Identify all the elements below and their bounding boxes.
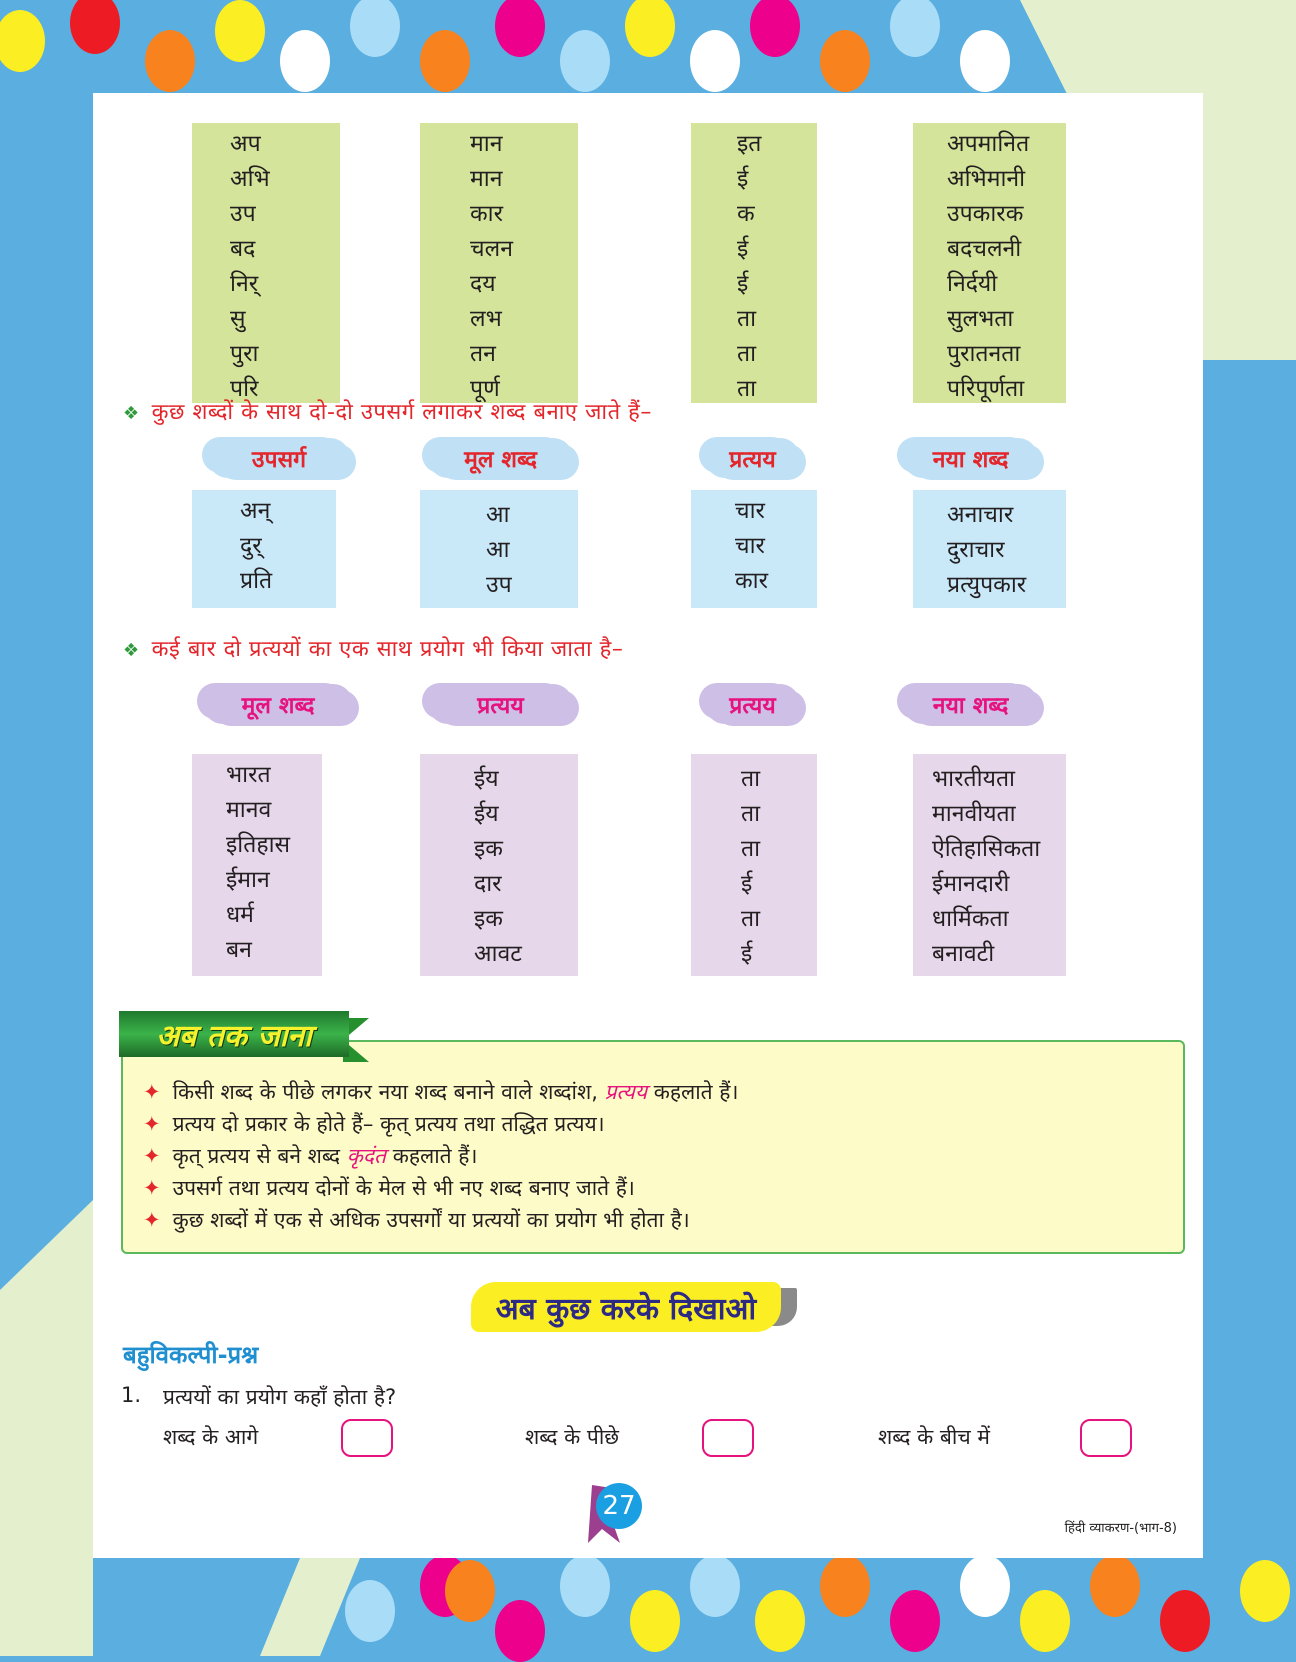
table1-cell: मान xyxy=(470,131,503,157)
table1-cell: पुरातनता xyxy=(947,341,1021,367)
section2-cell: कार xyxy=(735,568,769,594)
table1-cell: कार xyxy=(470,201,504,227)
table1-cell: उपकारक xyxy=(947,201,1024,227)
table1-cell: उप xyxy=(230,201,256,227)
question-text: प्रत्ययों का प्रयोग कहाँ होता है? xyxy=(163,1385,397,1409)
section2-cell: आ xyxy=(486,502,510,528)
section3-cell: ई xyxy=(741,941,753,967)
section3-cell: ईमानदारी xyxy=(932,871,1010,897)
table1-cell: सु xyxy=(230,306,246,332)
section3-cell: ता xyxy=(741,801,761,827)
section3-header-pratyay-1: प्रत्यय xyxy=(428,684,573,724)
section3-cell: ता xyxy=(741,906,761,932)
question-number: 1. xyxy=(121,1383,142,1407)
section3-cell: इक xyxy=(474,836,503,862)
section3-cell: ता xyxy=(741,766,761,792)
mcq-heading: बहुविकल्पी-प्रश्न xyxy=(123,1341,259,1369)
summary-title: अब तक जाना xyxy=(119,1011,349,1057)
section2-cell: उप xyxy=(486,572,512,598)
section3-cell: मानवीयता xyxy=(932,801,1016,827)
section2-header-pratyay: प्रत्यय xyxy=(705,438,800,478)
star-bullet-icon: ✦ xyxy=(143,1176,161,1200)
table1-cell: अभिमानी xyxy=(947,166,1026,192)
section3-col4 xyxy=(913,754,1066,976)
option-checkbox-1[interactable] xyxy=(341,1419,393,1457)
section3-col1 xyxy=(192,754,322,976)
table1-cell: ई xyxy=(737,236,749,262)
section3-cell: मानव xyxy=(226,797,272,823)
table1-cell: तन xyxy=(470,341,496,367)
section2-header-mool-shabd: मूल शब्द xyxy=(428,438,573,478)
table1-cell: दय xyxy=(470,271,496,297)
summary-line-5: ✦ कुछ शब्दों में एक से अधिक उपसर्गों या प्रत्ययों का प्रयोग भी होता है। xyxy=(143,1208,690,1232)
section3-cell: ईय xyxy=(474,766,499,792)
section2-cell: प्रत्युपकार xyxy=(947,572,1027,598)
option-label-3: शब्द के बीच में xyxy=(878,1425,990,1449)
star-bullet-icon: ✦ xyxy=(143,1144,161,1168)
table1-cell: ई xyxy=(737,271,749,297)
option-label-2: शब्द के पीछे xyxy=(525,1425,619,1449)
star-bullet-icon: ✦ xyxy=(143,1208,161,1232)
section3-cell: बनावटी xyxy=(932,941,995,967)
table1-cell: निर्दयी xyxy=(947,271,998,297)
option-label-1: शब्द के आगे xyxy=(163,1425,259,1449)
section2-col2 xyxy=(420,490,578,608)
option-checkbox-3[interactable] xyxy=(1080,1419,1132,1457)
section3-col3 xyxy=(691,754,817,976)
section3-header-naya-shabd: नया शब्द xyxy=(903,684,1038,724)
table1-cell: बदचलनी xyxy=(947,236,1022,262)
section3-cell: ई xyxy=(741,871,753,897)
page xyxy=(93,93,1203,1558)
section3-cell: इतिहास xyxy=(226,832,291,858)
table1-cell: ता xyxy=(737,341,757,367)
table1-cell: पुरा xyxy=(230,341,259,367)
section2-col3 xyxy=(691,490,817,608)
table1-cell: निर् xyxy=(230,271,259,297)
page-number: 27 xyxy=(596,1483,642,1529)
footer-book-title: हिंदी व्याकरण-(भाग-8) xyxy=(1064,1521,1177,1536)
summary-line-4: ✦ उपसर्ग तथा प्रत्यय दोनों के मेल से भी नए शब्द बनाए जाते हैं। xyxy=(143,1176,635,1200)
section2-cell: चार xyxy=(735,533,765,559)
table1-cell: सुलभता xyxy=(947,306,1014,332)
section2-cell: आ xyxy=(486,537,510,563)
table1-cell: अप xyxy=(230,131,261,157)
section3-cell: ईमान xyxy=(226,867,270,893)
table1-cell: चलन xyxy=(470,236,513,262)
table1-col1 xyxy=(192,123,340,403)
summary-line-3: ✦ कृत् प्रत्यय से बने शब्द कृदंत कहलाते हैं। xyxy=(143,1144,478,1168)
section2-cell: अन् xyxy=(240,498,271,524)
table1-cell: मान xyxy=(470,166,503,192)
table1-cell: अभि xyxy=(230,166,270,192)
section3-cell: ऐतिहासिकता xyxy=(932,836,1041,862)
table1-col4 xyxy=(913,123,1066,403)
section2-cell: प्रति xyxy=(240,568,273,594)
section2-col4 xyxy=(913,490,1066,608)
table1-cell: ई xyxy=(737,166,749,192)
table1-col2 xyxy=(420,123,578,403)
section3-cell: आवट xyxy=(474,941,522,967)
summary-line-2: ✦ प्रत्यय दो प्रकार के होते हैं– कृत् प्रत्यय तथा तद्धित प्रत्यय। xyxy=(143,1112,605,1136)
table1-cell: लभ xyxy=(470,306,502,332)
section3-cell: बन xyxy=(226,937,252,963)
star-bullet-icon: ✦ xyxy=(143,1080,161,1104)
section3-cell: भारतीयता xyxy=(932,766,1016,792)
table1-cell: इत xyxy=(737,131,762,157)
section2-col1 xyxy=(192,490,336,608)
star-bullet-icon: ✦ xyxy=(143,1112,161,1136)
table1-cell: ता xyxy=(737,376,757,402)
table1-cell: परि xyxy=(230,376,259,402)
section2-header-upsarg: उपसर्ग xyxy=(208,438,350,478)
section2-cell: चार xyxy=(735,498,765,524)
activity-title-banner: अब कुछ करके दिखाओ xyxy=(471,1282,781,1332)
section3-cell: धार्मिकता xyxy=(932,906,1009,932)
table1-cell: बद xyxy=(230,236,256,262)
section3-cell: धर्म xyxy=(226,902,254,928)
summary-line-1: ✦ किसी शब्द के पीछे लगकर नया शब्द बनाने वाले शब्दांश, प्रत्यय कहलाते हैं। xyxy=(143,1080,739,1104)
section3-header-pratyay-2: प्रत्यय xyxy=(705,684,800,724)
section2-cell: दुर् xyxy=(240,533,262,559)
section3-header-mool-shabd: मूल शब्द xyxy=(203,684,353,724)
section2-cell: अनाचार xyxy=(947,502,1014,528)
section3-cell: ता xyxy=(741,836,761,862)
diamond-bullet-icon: ❖ xyxy=(123,403,140,424)
section3-cell: इक xyxy=(474,906,503,932)
table1-cell: क xyxy=(737,201,755,227)
option-checkbox-2[interactable] xyxy=(702,1419,754,1457)
section3-cell: दार xyxy=(474,871,502,897)
section3-intro: ❖ कई बार दो प्रत्ययों का एक साथ प्रयोग भी किया जाता है– xyxy=(123,637,624,662)
table1-cell: पूर्ण xyxy=(470,376,500,402)
section3-cell: भारत xyxy=(226,762,271,788)
section2-header-naya-shabd: नया शब्द xyxy=(903,438,1038,478)
section3-col2 xyxy=(420,754,578,976)
section2-intro: ❖ कुछ शब्दों के साथ दो-दो उपसर्ग लगाकर शब्द बनाए जाते हैं– xyxy=(123,400,652,425)
table1-cell: परिपूर्णता xyxy=(947,376,1025,402)
table1-cell: ता xyxy=(737,306,757,332)
section2-cell: दुराचार xyxy=(947,537,1005,563)
diamond-bullet-icon: ❖ xyxy=(123,640,140,661)
table1-cell: अपमानित xyxy=(947,131,1030,157)
table1-col3 xyxy=(691,123,817,403)
section3-cell: ईय xyxy=(474,801,499,827)
